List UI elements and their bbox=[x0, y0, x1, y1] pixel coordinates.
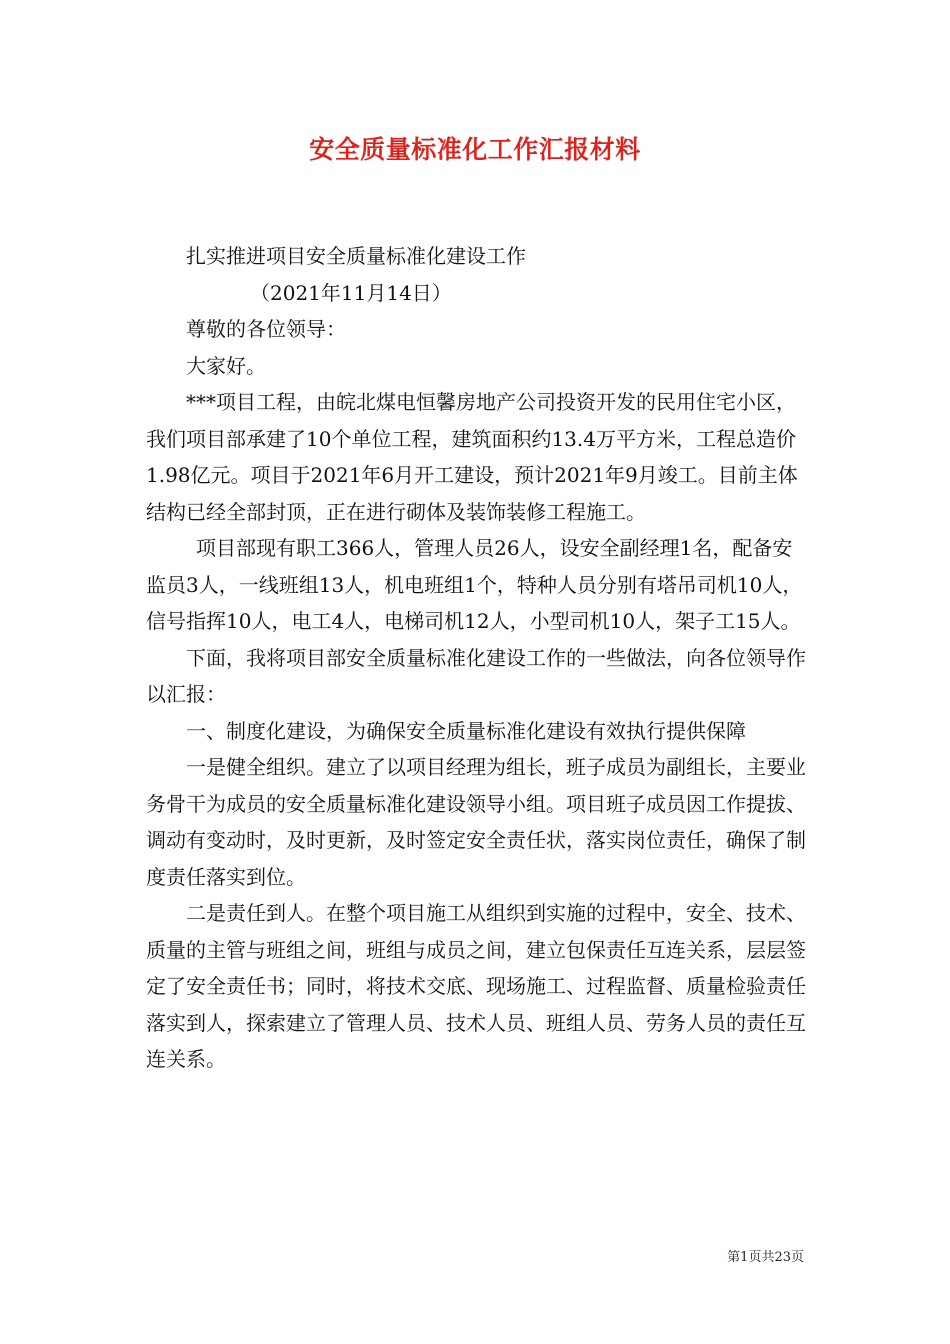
paragraph-responsibility: 二是责任到人。在整个项目施工从组织到实施的过程中，安全、技术、质量的主管与班组之间，班组与成员之间，建立包保责任互连关系，层层签定了安全责任书；同时，将技术交底、现场施工、过程监督、质量检验责任落实到人，探索建立了管理人员、技术人员、班组人员、劳务人员的责任互连关系。 bbox=[146, 901, 806, 1071]
section-heading-1: 一、制度化建设，为确保安全质量标准化建设有效执行提供保障 bbox=[186, 718, 746, 743]
greeting: 大家好。 bbox=[186, 353, 266, 378]
subtitle: 扎实推进项目安全质量标准化建设工作 bbox=[186, 244, 526, 268]
document-title: 安全质量标准化工作汇报材料 bbox=[309, 135, 641, 164]
paragraph-staffing: 项目部现有职工366人，管理人员26人，设安全副经理1名，配备安监员3人，一线班组13人，机电班组1个，特种人员分别有塔吊司机10人，信号指挥10人，电工4人，电梯司机12人，小型司机10人，架子工15人。 bbox=[146, 536, 803, 633]
document-body bbox=[146, 238, 806, 1078]
paragraph-organization: 一是健全组织。建立了以项目经理为组长，班子成员为副组长，主要业务骨干为成员的安全质量标准化建设领导小组。项目班子成员因工作提拔、调动有变动时，及时更新，及时签定安全责任状，落实岗位责任，确保了制度责任落实到位。 bbox=[146, 755, 806, 889]
paragraph-intro: 下面，我将项目部安全质量标准化建设工作的一些做法，向各位领导作以汇报： bbox=[146, 645, 806, 706]
paragraph-project-overview: ***项目工程，由皖北煤电恒馨房地产公司投资开发的民用住宅小区，我们项目部承建了10个单位工程，建筑面积约13.4万平方米，工程总造价1.98亿元。项目于2021年6月开工建设，预计2021年9月竣工。目前主体结构已经全部封顶，正在进行砌体及装饰装修工程施工。 bbox=[146, 390, 798, 524]
page-number: 第1页共23页 bbox=[727, 1250, 804, 1265]
report-date: （2021年11月14日） bbox=[250, 280, 452, 305]
salutation: 尊敬的各位领导： bbox=[186, 317, 346, 341]
